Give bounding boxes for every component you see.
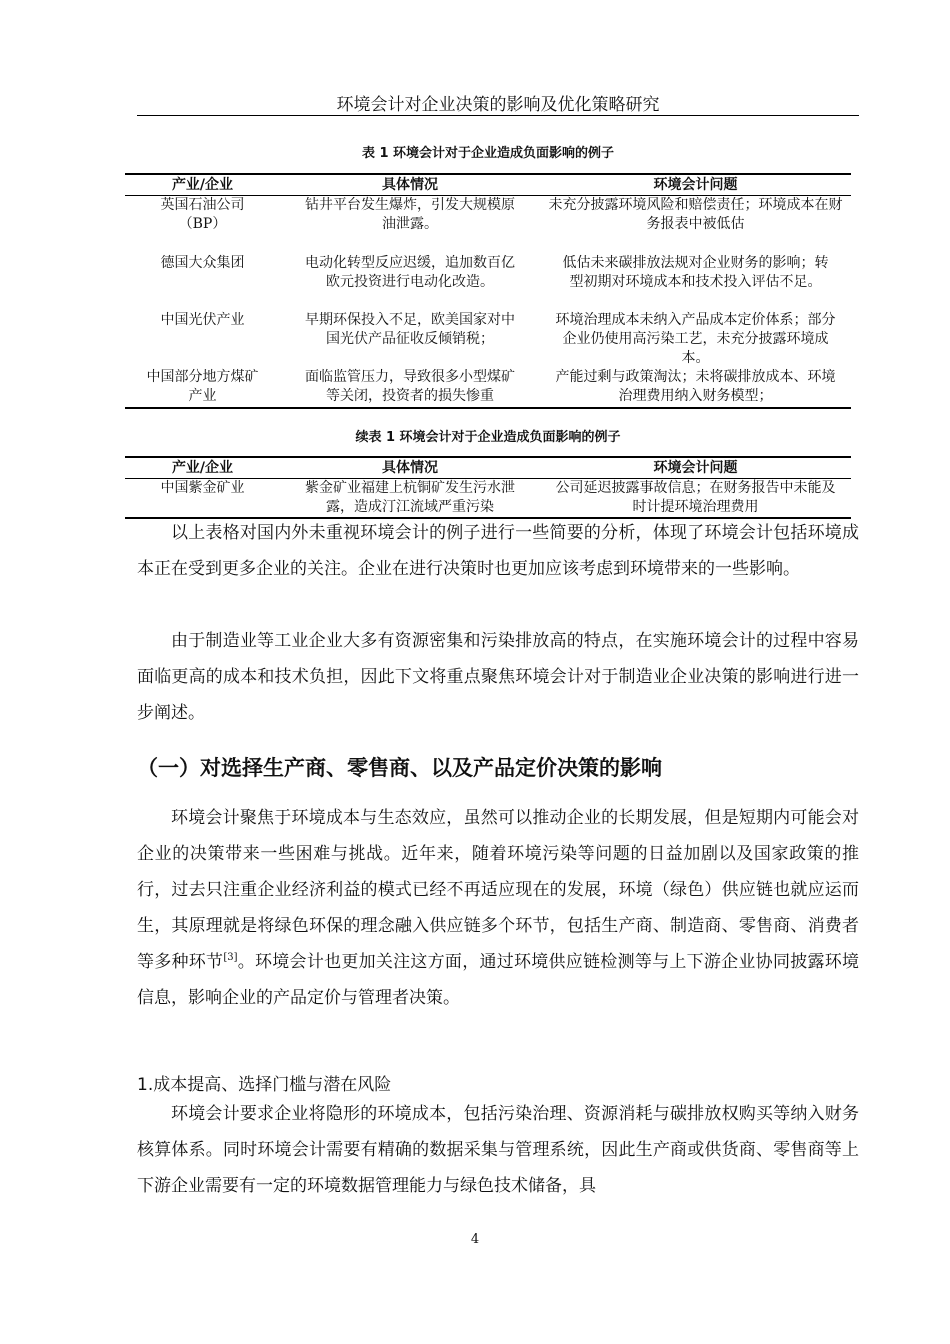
body-paragraph-2: 由于制造业等工业企业大多有资源密集和污染排放高的特点，在实施环境会计的过程中容易面临更高的成本和技术负担，因此下文将重点聚焦环境会计对于制造业企业决策的影响进行进一步阐述。: [137, 631, 859, 723]
table-1-header-industry: 产业/企业: [125, 174, 280, 196]
table-row: [125, 311, 851, 368]
table-row: [125, 196, 851, 254]
table-cell: 英国石油公司（BP）: [160, 197, 245, 232]
table-1-caption: 表 1 环境会计对于企业造成负面影响的例子: [361, 146, 615, 161]
body-paragraph-3-text-a: 环境会计聚焦于环境成本与生态效应，虽然可以推动企业的长期发展，但是短期内可能会对企业的决策带来一些困难与挑战。近年来，随着环境污染等问题的日益加剧以及国家政策的推行，过去只注重企业经济利益的模式已经不再适应现在的发展，环境（绿色）供应链也就应运而生，其原理就是将绿色环保的理念融入供应链多个环节，包括生产商、制造商、零售商、消费者等多种环节: [137, 808, 859, 972]
table-row: [125, 254, 851, 311]
table-cell: 早期环保投入不足，欧美国家对中国光伏产品征收反倾销税；: [305, 311, 515, 347]
table-2-header-issue: 环境会计问题: [540, 457, 851, 479]
table-2-header-industry: 产业/企业: [125, 457, 280, 479]
section-heading: （一）对选择生产商、零售商、以及产品定价决策的影响: [137, 756, 662, 780]
table-cell: 未充分披露环境风险和赔偿责任；环境成本在财务报表中被低估: [548, 197, 843, 232]
table-cell: 中国部分地方煤矿产业: [125, 368, 280, 408]
table-2-header-row: [125, 457, 851, 479]
subsection-heading: 1.成本提高、选择门槛与潜在风险: [137, 1075, 392, 1095]
table-cell: 中国光伏产业: [160, 311, 245, 328]
table-2: [125, 456, 851, 519]
body-paragraph-1: 以上表格对国内外未重视环境会计的例子进行一些简要的分析，体现了环境会计包括环境成本正在受到更多企业的关注。企业在进行决策时也更加应该考虑到环境带来的一些影响。: [137, 523, 859, 579]
table-row: [125, 368, 851, 408]
table-1-header-issue: 环境会计问题: [540, 174, 851, 196]
body-paragraph-3-text-b: 。环境会计也更加关注这方面，通过环境供应链检测等与上下游企业协同披露环境信息，影响企业的产品定价与管理者决策。: [137, 952, 860, 1008]
table-cell: 钻井平台发生爆炸，引发大规模原油泄露。: [305, 197, 515, 232]
table-cell: 紫金矿业福建上杭铜矿发生污水泄露，造成汀江流域严重污染: [280, 479, 540, 519]
table-2-header-situation: 具体情况: [280, 457, 540, 479]
table-cell: 德国大众集团: [160, 254, 245, 271]
table-cell: 产能过剩与政策淘汰；未将碳排放成本、环境治理费用纳入财务模型；: [540, 368, 851, 408]
body-paragraph-3: [137, 800, 859, 1016]
table-cell: 中国紫金矿业: [125, 479, 280, 519]
table-1: [125, 173, 851, 409]
citation-ref: [3]: [223, 952, 238, 963]
table-row: [125, 479, 851, 519]
table-cell: 电动化转型反应迟缓，追加数百亿欧元投资进行电动化改造。: [305, 254, 515, 290]
table-cell: 面临监管压力，导致很多小型煤矿等关闭，投资者的损失惨重: [280, 368, 540, 408]
table-1-header-row: [125, 174, 851, 196]
table-cell: 环境治理成本未纳入产品成本定价体系；部分企业仍使用高污染工艺，未充分披露环境成本。: [555, 311, 836, 366]
table-1-header-situation: 具体情况: [280, 174, 540, 196]
table-2-caption: 续表 1 环境会计对于企业造成负面影响的例子: [355, 430, 621, 445]
body-paragraph-4: 环境会计要求企业将隐形的环境成本，包括污染治理、资源消耗与碳排放权购买等纳入财务核算体系。同时环境会计需要有精确的数据采集与管理系统，因此生产商或供货商、零售商等上下游企业需要有一定的环境数据管理能力与绿色技术储备，具: [137, 1104, 859, 1196]
page-header-title: 环境会计对企业决策的影响及优化策略研究: [336, 95, 660, 115]
page-number: 4: [470, 1232, 480, 1247]
table-cell: 公司延迟披露事故信息；在财务报告中未能及时计提环境治理费用: [540, 479, 851, 519]
table-cell: 低估未来碳排放法规对企业财务的影响；转型初期对环境成本和技术投入评估不足。: [562, 254, 829, 290]
header-rule: [137, 115, 859, 116]
